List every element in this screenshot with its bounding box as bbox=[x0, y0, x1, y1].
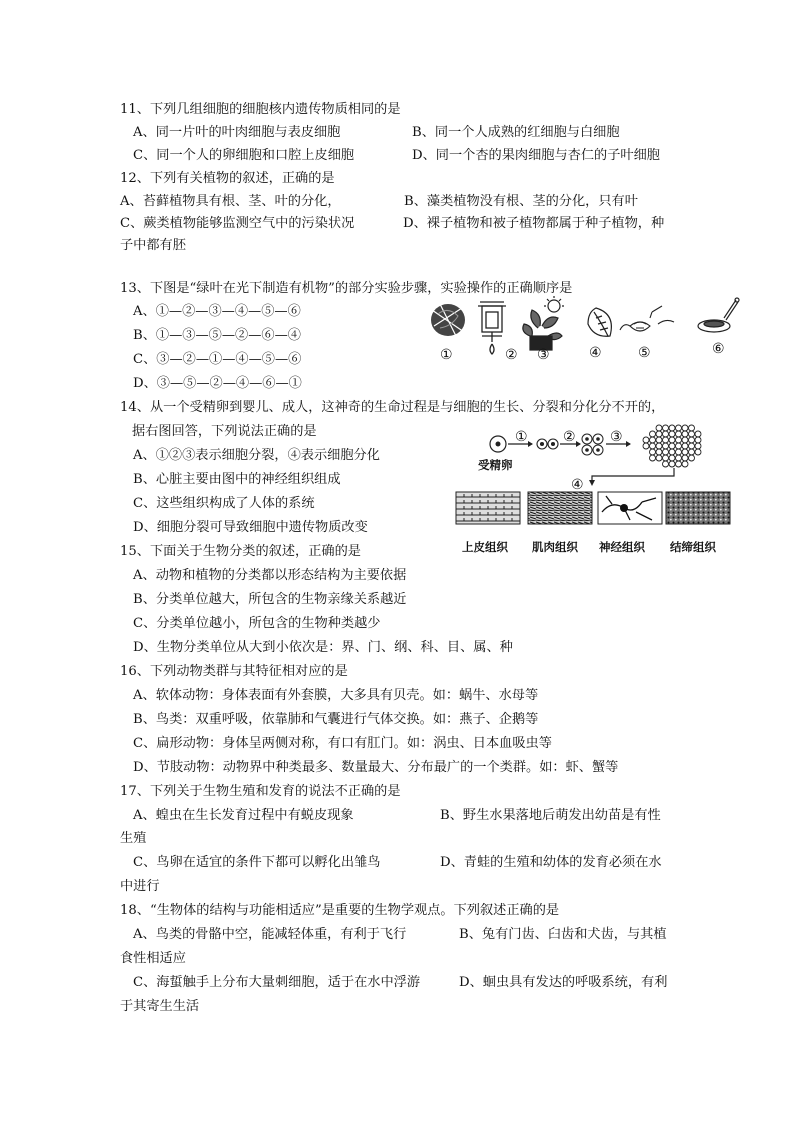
q16-stem: 16、下列动物类群与其特征相对应的是 bbox=[120, 664, 348, 679]
q13-option-a: A、①—②—③—④—⑤—⑥ bbox=[133, 304, 301, 319]
q13-experiment-figure bbox=[418, 296, 750, 368]
mass-cell bbox=[689, 443, 695, 449]
mass-cell bbox=[663, 425, 669, 431]
q11-stem: 11、下列几组细胞的细胞核内遗传物质相同的是 bbox=[120, 102, 401, 117]
q13-stem: 13、下图是“绿叶在光下制造有机物”的部分实验步骤，实验操作的正确顺序是 bbox=[120, 281, 573, 296]
mass-cell bbox=[663, 449, 669, 455]
q17-stem: 17、下列关于生物生殖和发育的说法不正确的是 bbox=[120, 784, 401, 799]
tissue-label-epithelial: 上皮组织 bbox=[462, 540, 508, 554]
mass-cell bbox=[676, 455, 682, 461]
mass-cell bbox=[669, 425, 675, 431]
petri-dish-icon bbox=[698, 298, 739, 332]
mass-cell bbox=[676, 461, 682, 467]
mass-cell bbox=[676, 431, 682, 437]
q14-step-1: ① bbox=[515, 429, 528, 445]
mass-cell bbox=[682, 455, 688, 461]
q13-fig-label-1: ① bbox=[440, 347, 453, 363]
q13-fig-label-5: ⑤ bbox=[638, 345, 651, 361]
epithelial-tissue-image bbox=[456, 492, 520, 524]
q14-option-d: D、细胞分裂可导致细胞中遗传物质改变 bbox=[133, 520, 368, 535]
mass-cell bbox=[669, 449, 675, 455]
q14-step-4: ④ bbox=[571, 477, 584, 493]
mass-cell bbox=[650, 455, 656, 461]
mass-cell bbox=[669, 455, 675, 461]
q18-option-d: D、蛔虫具有发达的呼吸系统，有利 bbox=[459, 975, 668, 990]
q16-option-c: C、扁形动物：身体呈两侧对称，有口有肛门。如：涡虫、日本血吸虫等 bbox=[133, 736, 552, 751]
q13-fig-label-3: ③ bbox=[537, 347, 550, 363]
mass-cell bbox=[663, 437, 669, 443]
mass-cell bbox=[689, 437, 695, 443]
q13-option-c: C、③—②—①—④—⑤—⑥ bbox=[133, 352, 302, 367]
q16-option-d: D、节肢动物：动物界中种类最多、数量最大、分布最广的一个类群。如：虾、蟹等 bbox=[133, 760, 619, 775]
mass-cell bbox=[689, 431, 695, 437]
two-cells bbox=[537, 439, 558, 449]
q15-option-b: B、分类单位越大，所包含的生物亲缘关系越近 bbox=[133, 592, 407, 607]
dropper-hand-icon bbox=[620, 306, 674, 331]
q18-option-a: A、鸟类的骨骼中空，能减轻体重，有利于飞行 bbox=[133, 927, 407, 942]
mass-cell bbox=[676, 437, 682, 443]
q15-option-c: C、分类单位越小，所包含的生物种类越少 bbox=[133, 616, 381, 631]
mass-cell bbox=[656, 437, 662, 443]
mass-cell bbox=[689, 449, 695, 455]
muscle-tissue-image bbox=[528, 492, 592, 524]
mass-cell bbox=[643, 443, 649, 449]
q18-option-d-cont: 于其寄生生活 bbox=[120, 999, 200, 1014]
mass-cell bbox=[650, 443, 656, 449]
q18-option-b: B、兔有门齿、臼齿和犬齿，与其植 bbox=[459, 927, 667, 942]
tissue-label-nerve: 神经组织 bbox=[599, 540, 645, 554]
mass-cell bbox=[650, 437, 656, 443]
q18-stem: 18、“生物体的结构与功能相适应”是重要的生物学观点。下列叙述正确的是 bbox=[120, 903, 560, 918]
tissue-label-muscle: 肌肉组织 bbox=[532, 540, 578, 554]
q13-option-b: B、①—③—⑤—②—⑥—④ bbox=[133, 328, 301, 343]
mass-cell bbox=[663, 455, 669, 461]
mass-cell bbox=[663, 431, 669, 437]
mass-cell bbox=[695, 431, 701, 437]
mass-cell bbox=[656, 455, 662, 461]
mass-cell bbox=[676, 425, 682, 431]
q11-option-b: B、同一个人成熟的红细胞与白细胞 bbox=[412, 125, 620, 140]
mass-cell bbox=[650, 449, 656, 455]
q15-option-a: A、动物和植物的分类都以形态结构为主要依据 bbox=[133, 568, 407, 583]
water-bath-icon bbox=[478, 302, 506, 354]
mass-cell bbox=[695, 437, 701, 443]
mass-cell bbox=[669, 431, 675, 437]
mass-cell bbox=[656, 431, 662, 437]
q13-fig-label-6: ⑥ bbox=[712, 341, 725, 357]
tissue-label-connective: 结缔组织 bbox=[670, 540, 716, 554]
dark-plant-icon bbox=[431, 304, 465, 336]
mass-cell bbox=[676, 443, 682, 449]
mass-cell bbox=[682, 425, 688, 431]
q12-option-d: D、裸子植物和被子植物都属于种子植物，种 bbox=[403, 216, 665, 231]
q11-option-d: D、同一个杏的果肉细胞与杏仁的子叶细胞 bbox=[412, 148, 660, 163]
q12-option-a: A、苔藓植物具有根、茎、叶的分化， bbox=[120, 194, 341, 209]
q12-option-b: B、藻类植物没有根、茎的分化，只有叶 bbox=[404, 194, 638, 209]
mass-cell bbox=[689, 425, 695, 431]
mass-cell bbox=[682, 461, 688, 467]
mass-cell bbox=[695, 449, 701, 455]
mass-cell bbox=[682, 431, 688, 437]
q12-option-d-cont: 子中都有胚 bbox=[120, 238, 186, 253]
q17-option-b-cont: 生殖 bbox=[120, 831, 147, 846]
q13-fig-label-2: ② bbox=[505, 347, 518, 363]
q14-stem-cont: 据右图回答，下列说法正确的是 bbox=[132, 424, 317, 439]
q17-option-d: D、青蛙的生殖和幼体的发育必须在水 bbox=[440, 855, 662, 870]
q15-option-d: D、生物分类单位从大到小依次是：界、门、纲、科、目、属、种 bbox=[133, 640, 513, 655]
mass-cell bbox=[676, 449, 682, 455]
q13-option-d: D、③—⑤—②—④—⑥—① bbox=[133, 376, 302, 391]
q12-stem: 12、下列有关植物的叙述，正确的是 bbox=[120, 171, 335, 186]
q14-step-3: ③ bbox=[610, 429, 623, 445]
q14-step-2: ② bbox=[563, 429, 576, 445]
q11-option-a: A、同一片叶的叶肉细胞与表皮细胞 bbox=[133, 125, 341, 140]
mass-cell bbox=[682, 449, 688, 455]
nerve-tissue-image bbox=[598, 492, 662, 524]
q14-stem: 14、从一个受精卵到婴儿、成人，这神奇的生命过程是与细胞的生长、分裂和分化分不开的， bbox=[120, 400, 665, 415]
q18-option-b-cont: 食性相适应 bbox=[120, 951, 186, 966]
potted-plant-sun-icon bbox=[523, 296, 564, 350]
mass-cell bbox=[682, 443, 688, 449]
leaf-icon bbox=[588, 308, 611, 336]
zygote-cell bbox=[490, 436, 506, 452]
connective-tissue-image bbox=[666, 492, 730, 524]
q17-option-a: A、蝗虫在生长发育过程中有蜕皮现象 bbox=[133, 808, 354, 823]
mass-cell bbox=[682, 437, 688, 443]
q11-option-c: C、同一个人的卵细胞和口腔上皮细胞 bbox=[133, 148, 355, 163]
q17-option-c: C、鸟卵在适宜的条件下都可以孵化出雏鸟 bbox=[133, 855, 381, 870]
q14-option-a: A、①②③表示细胞分裂，④表示细胞分化 bbox=[133, 448, 380, 463]
zygote-label: 受精卵 bbox=[478, 458, 513, 472]
q13-fig-label-4: ④ bbox=[589, 345, 602, 361]
q15-stem: 15、下面关于生物分类的叙述，正确的是 bbox=[120, 544, 361, 559]
mass-cell bbox=[669, 437, 675, 443]
mass-cell bbox=[689, 455, 695, 461]
mass-cell bbox=[669, 461, 675, 467]
q18-option-c: C、海蜇触手上分布大量刺细胞，适于在水中浮游 bbox=[133, 975, 421, 990]
q14-option-b: B、心脏主要由图中的神经组织组成 bbox=[133, 472, 341, 487]
q16-option-a: A、软体动物：身体表面有外套膜，大多具有贝壳。如：蜗牛、水母等 bbox=[133, 688, 539, 703]
mass-cell bbox=[656, 443, 662, 449]
mass-cell bbox=[643, 437, 649, 443]
mass-cell bbox=[663, 443, 669, 449]
mass-cell bbox=[669, 443, 675, 449]
q14-option-c: C、这些组织构成了人体的系统 bbox=[133, 496, 315, 511]
q16-option-b: B、鸟类：双重呼吸，依靠肺和气囊进行气体交换。如：燕子、企鹅等 bbox=[133, 712, 539, 727]
q17-option-d-cont: 中进行 bbox=[120, 879, 160, 894]
q14-cell-division-figure bbox=[452, 416, 742, 540]
mass-cell bbox=[656, 425, 662, 431]
q17-option-b: B、野生水果落地后萌发出幼苗是有性 bbox=[440, 808, 661, 823]
mass-cell bbox=[650, 431, 656, 437]
q12-option-c: C、蕨类植物能够监测空气中的污染状况 bbox=[120, 216, 355, 231]
mass-cell bbox=[663, 461, 669, 467]
four-cells bbox=[582, 434, 603, 455]
mass-cell bbox=[695, 443, 701, 449]
cell-mass bbox=[643, 425, 701, 467]
mass-cell bbox=[656, 449, 662, 455]
arrow-4 bbox=[592, 468, 674, 484]
